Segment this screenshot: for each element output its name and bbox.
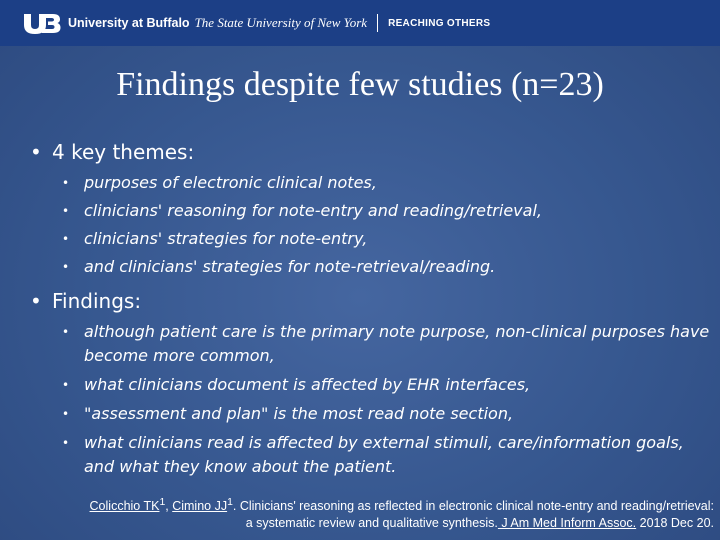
citation-line-2: a systematic review and qualitative synthesis. J Am Med Inform Assoc. 2018 Dec 20. — [245, 516, 714, 531]
header-bar — [0, 0, 720, 46]
university-name: University at Buffalo — [68, 16, 190, 30]
slide-title: Findings despite few studies (n=23) — [116, 66, 604, 103]
citation-line-1: Colicchio $TK^1$, Cimino $JJ^1$. Clinicians' reasoning as reflected in electronic clinical note-entry and reading/retrieval: — [89, 497, 714, 514]
list-item: • clinicians' strategies for note-entry, — [62, 229, 368, 248]
findings-list — [62, 320, 712, 479]
section-findings-heading — [30, 289, 141, 313]
university-subtitle: The State University of New York — [194, 15, 368, 30]
list-item: • although patient care is the primary note purpose, non-clinical purposes have become more common, — [62, 322, 710, 365]
header-tagline: REACHING OTHERS — [388, 17, 491, 29]
list-item: • what clinicians document is affected by EHR interfaces, — [62, 375, 531, 394]
section-label: Findings: — [52, 289, 142, 313]
citation — [14, 494, 714, 532]
list-item: • "assessment and plan" is the most read note section, — [62, 404, 514, 423]
key-themes-list — [62, 171, 712, 279]
list-item: • purposes of electronic clinical notes, — [62, 173, 377, 192]
bullet-icon: • — [30, 140, 42, 164]
citation-author-link[interactable]: Cimino JJ — [172, 499, 228, 514]
list-item: • and clinicians' strategies for note-retrieval/reading. — [62, 257, 496, 276]
section-key-themes-heading — [30, 140, 194, 164]
header-divider — [377, 14, 378, 32]
ub-logo-icon — [22, 11, 62, 35]
section-label: 4 key themes: — [52, 140, 195, 164]
citation-journal-link[interactable]: J Am Med Inform Assoc. — [497, 516, 637, 531]
list-item: • clinicians' reasoning for note-entry and reading/retrieval, — [62, 201, 542, 220]
citation-author-link[interactable]: Colicchio TK — [89, 499, 160, 514]
list-item: • what clinicians read is affected by external stimuli, care/information goals, and what they know about the patient. — [62, 433, 684, 476]
bullet-icon: • — [30, 289, 42, 313]
